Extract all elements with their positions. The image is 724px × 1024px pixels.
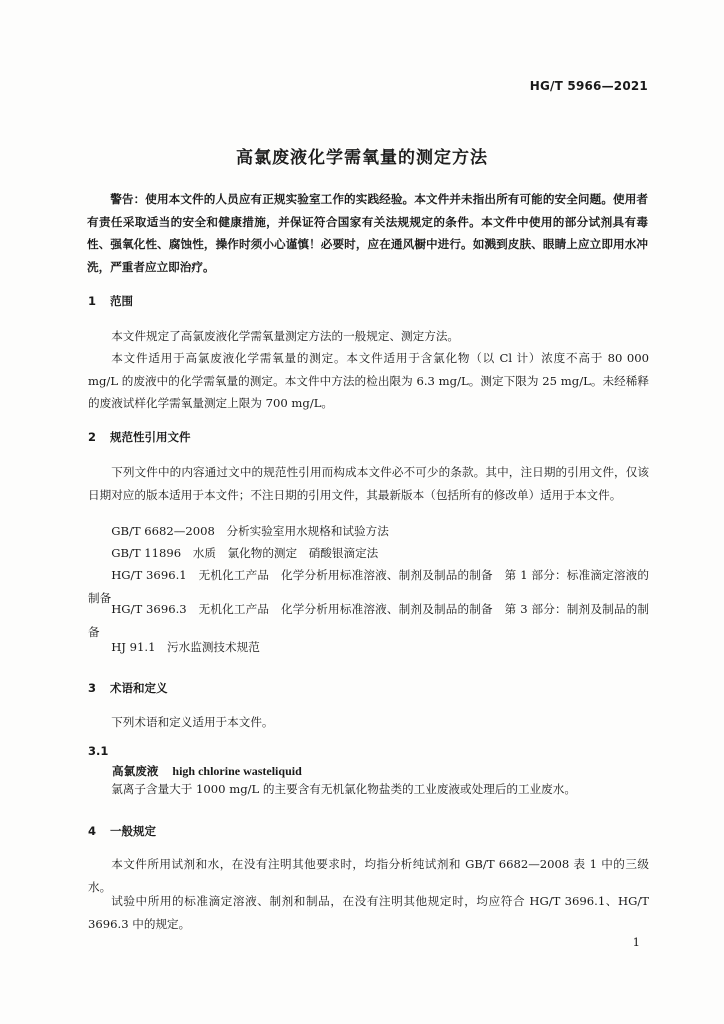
section-3-heading [88,680,168,696]
term-english: high chlorine wasteliquid [172,764,302,778]
section-2-intro: 下列文件中的内容通过文中的规范性引用而构成本文件必不可少的条款。其中，注日期的引用文件，仅该日期对应的版本适用于本文件；不注日期的引用文件，其最新版本（包括所有的修改单）适用于本文件。 [88,465,649,502]
reference-item: HJ 91.1 污水监测技术规范 [111,640,260,654]
page-number: 1 [632,935,640,949]
term-chinese: 高氯废液 [112,764,159,778]
document-title: 高氯废液化学需氧量的测定方法 [236,148,488,168]
section-2-number: 2 [88,430,97,444]
section-4-heading [88,823,156,839]
reference-item: GB/T 11896 水质 氯化物的测定 硝酸银滴定法 [111,546,379,560]
section-4-number: 4 [88,824,97,838]
section-1-number: 1 [88,294,97,308]
reference-item: GB/T 6682—2008 分析实验室用水规格和试验方法 [111,524,389,538]
reference-item: HG/T 3696.3 无机化工产品 化学分析用标准溶液、制剂及制品的制备 第 3 部分：制剂及制品的制备 [88,602,649,639]
term-number: 3.1 [88,744,109,758]
section-4-paragraph-2: 试验中所用的标准滴定溶液、制剂和制品，在没有注明其他规定时，均应符合 HG/T 3696.1、HG/T 3696.3 中的规定。 [88,894,649,931]
section-1-paragraph-2: 本文件适用于高氯废液化学需氧量的测定。本文件适用于含氯化物（以 Cl 计）浓度不高于 80 000 mg/L 的废液中的化学需氧量的测定。本文件中方法的检出限为 6.3 mg/L。测定下限为 25 mg/L。未经稀释的废液试样化学需氧量测定上限为 700 mg/L。 [88,351,649,411]
section-2-heading [88,429,191,445]
section-4-title: 一般规定 [110,824,156,838]
reference-item: HG/T 3696.1 无机化工产品 化学分析用标准溶液、制剂及制品的制备 第 1 部分：标准滴定溶液的制备 [88,568,649,605]
standard-code: HG/T 5966—2021 [529,79,648,93]
section-3-number: 3 [88,681,97,695]
section-1-paragraph-1: 本文件规定了高氯废液化学需氧量测定方法的一般规定、测定方法。 [111,329,460,343]
section-1-title: 范围 [110,294,133,308]
section-3-intro: 下列术语和定义适用于本文件。 [111,715,274,729]
section-2-title: 规范性引用文件 [110,430,191,444]
term-entry [112,763,302,779]
section-3-title: 术语和定义 [110,681,168,695]
term-definition: 氯离子含量大于 1000 mg/L 的主要含有无机氯化物盐类的工业废液或处理后的工业废水。 [111,782,576,796]
warning-paragraph: 警告：使用本文件的人员应有正规实验室工作的实践经验。本文件并未指出所有可能的安全问题。使用者有责任采取适当的安全和健康措施，并保证符合国家有关法规规定的条件。本文件中使用的部分试剂具有毒性、强氧化性、腐蚀性，操作时须小心谨慎！必要时，应在通风橱中进行。如溅到皮肤、眼睛上应立即用水冲洗，严重者应立即治疗。 [87,192,648,274]
section-4-paragraph-1: 本文件所用试剂和水，在没有注明其他要求时，均指分析纯试剂和 GB/T 6682—2008 表 1 中的三级水。 [88,857,649,894]
section-1-heading [88,293,133,309]
